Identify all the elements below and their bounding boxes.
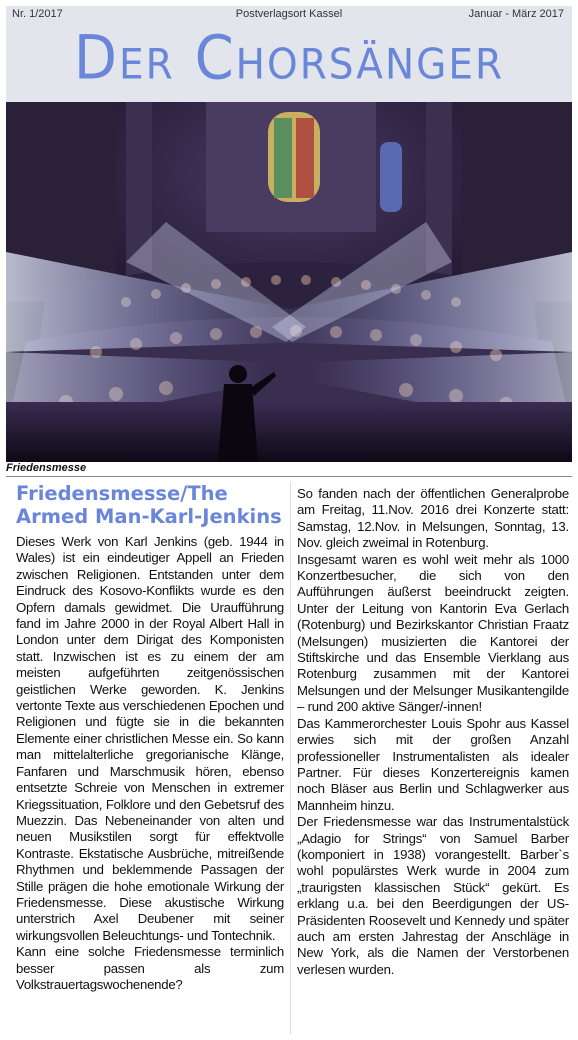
article-title: Friedensmesse/The Armed Man-Karl-Jenkins <box>16 482 282 528</box>
issue-date: Januar - März 2017 <box>468 8 564 20</box>
article-paragraph: Insgesamt waren es wohl weit mehr als 1000 Konzertbesucher, die sich von den Aufführungen äußerst beeindruckt zeigten. Unter der Leitung von Kantorin Eva Gerlach (Rotenburg) und Bezirkskantor Christian Fraatz (Melsungen) musizierten die Kantorei der Stiftskirche und das Ensemble Vierklang aus Rotenburg zusammen mit der Kantorei Melsungen und der Melsunger Musikantengilde – rund 200 aktive Sänger/-innen! <box>297 551 569 715</box>
concert-photo-icon <box>6 102 572 462</box>
article-column-left <box>16 534 284 993</box>
column-separator <box>290 482 291 1034</box>
article-paragraph: So fanden nach der öffentlichen Generalprobe am Freitag, 11.Nov. 2016 drei Konzerte statt: Samstag, 12.Nov. in Melsungen, Sonntag, 13. Nov. gleich zweimal in Rotenburg. <box>297 486 569 551</box>
masthead-title: Der Chorsänger <box>73 23 505 94</box>
postal-location: Postverlagsort Kassel <box>235 8 343 20</box>
article-column-right <box>297 486 569 978</box>
article-paragraph: Der Friedensmesse war das Instrumentalstück „Adagio for Strings“ von Samuel Barber (komponiert in 1938) vorangestellt. Barber`s wohl populärstes Werk wurde in 2004 zum „traurigsten klassischen Stück“ gekürt. Es erklang u.a. bei den Beerdigungen der US-Präsidenten Roosevelt und Kennedy und später auch am ersten Jahrestag der Anschläge in New York, als die Namen der Verstorbenen verlesen wurden. <box>297 814 569 977</box>
issue-number: Nr. 1/2017 <box>12 8 63 20</box>
header-band <box>6 6 572 102</box>
article-paragraph: Kann eine solche Friedensmesse terminlich besser passen als zum Volkstrauertagswochenende? <box>16 944 284 992</box>
article-paragraph: Dieses Werk von Karl Jenkins (geb. 1944 in Wales) ist ein eindeutiger Appell an Frieden zwischen Religionen. Entstanden unter dem Eindruck des Kosovo-Konflikts wurde es den Opfern damals gewidmet. Die Uraufführung fand im Jahre 2000 in der Royal Albert Hall in London unter dem Dirigat des Komponisten statt. Inzwischen ist es zu einem der am meisten aufgeführten zeitgenössischen geistlichen Werke geworden. K. Jenkins vertonte Texte aus verschiedenen Epochen und Religionen und fügte sie in die bekannten Elemente einer christlichen Messe ein. So kann man mittelalterliche gregorianische Klänge, Fanfaren und Marschmusik hören, ebenso entsetzte Schreie von Menschen in extremer Kriegssituation, Folklore und den Gebetsruf des Muezzin. Das Nebeneinander von alten und neuen Musikstilen sorgt für effektvolle Kontraste. Ekstatische Ausbrüche, mitreißende Rhythmen und beklemmende Passagen der Stille prägen die hohe emotionale Wirkung der Friedensmesse. Diese akustische Wirkung unterstrich Axel Deubener mit seiner wirkungsvollen Beleuchtungs- und Tontechnik. <box>16 534 284 943</box>
photo-caption: Friedensmesse <box>6 462 87 474</box>
article-paragraph: Das Kammerorchester Louis Spohr aus Kassel erwies sich mit der großen Anzahl professioneller Instrumentalisten als idealer Partner. Für dieses Konzertereignis kamen noch Bläser aus Berlin und Schlagwerker aus Mannheim hinzu. <box>297 715 569 813</box>
concert-photo <box>6 102 572 462</box>
caption-divider <box>6 476 572 477</box>
